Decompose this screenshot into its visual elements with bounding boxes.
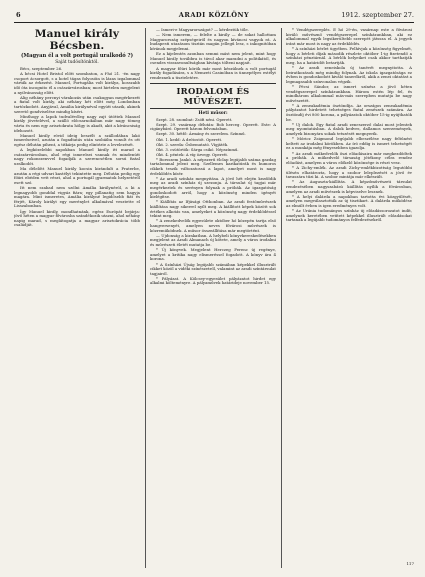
newspaper-title: ARADI KÖZLÖNY xyxy=(178,11,250,19)
paragraph: Okt. 1. kedd: A drótostót. Operett. xyxy=(156,136,223,142)
article-title: Manuel király Bécsben. xyxy=(34,28,120,52)
section-body xyxy=(150,158,276,286)
paragraph: Szept. 29. vasárnap délután: Bob herceg. Operett. Este: A cigánybáró. Operett három felvonásban. xyxy=(150,121,276,132)
page-number: 6 xyxy=(16,11,21,19)
column-2-body xyxy=(150,28,276,80)
paragraph: Okt. 3. csütörtök: Sárga csikó. Népszínmű. xyxy=(156,146,239,152)
paragraph: * Pályázat. A Kölcsey-egyesület pályázatot hirdet egy alkalmi költeményre. A pályaművek határideje november 15. xyxy=(150,275,276,286)
paragraph: Ez a kijelentés azonban semmi mást nem jelent, mint hogy Manuel király továbbra is távol akar maradni a politikától, és csendes visszavonultságban kívánja tölteni napjait. xyxy=(150,51,276,66)
paragraph: A magyar főúri körök már most készülnek a volt portugál király fogadására, s a Nemzeti Casinóban is ünnepélyes estélyt rendeznek a tiszteletére. xyxy=(150,65,276,80)
header-rule xyxy=(14,22,414,23)
paragraph: Bécs, szeptember 26. xyxy=(20,66,63,71)
paragraph: Ma délelőtt Manuel király kocsin kirándult a Praterbe, azután a régi udvari kastélyt tekintette meg. Délután pedig egy főúri ebéden vett részt, ahol a portugál gyarmatok helyzetéről esett szó. xyxy=(14,166,140,185)
column-3 xyxy=(286,28,412,568)
section-title: IRODALOM ÉS MŰVÉSZET. xyxy=(176,86,250,107)
paragraph: * Vendégszereplés. E hó 29-én, vasárnap este a fővárosi kiváló művésznő vendégszerepel színházunkban, aki ez alkalommal egyik legsikerültebb szerepét játssza el. A jegyek iránt már most is nagy az érdeklődés. xyxy=(286,28,412,46)
paragraph: * Uj dalok. Egy fiatal aradi zeneszerző dalai most jelentek meg nyomtatásban. A dalok kedves, dallamos szerzemények, amelyek bizonyára sokak tetszését megnyerik. xyxy=(286,121,412,137)
paragraph: * A zeneakadémia ösztöndíja. Az országos zeneakadémia pályázatot hirdetett tehetséges fiatal zenészek számára. Az ösztöndíj évi 800 korona, a pályázatok október 15-ig nyújthatók be. xyxy=(286,102,412,122)
paragraph: Okt. 2. szerda: Ősbemutató. Vígjáték. xyxy=(156,141,229,147)
program-list xyxy=(150,118,276,158)
paragraph: A legközelebbi napokban Manuel király itt marad a császárvárosban, ahol régi ismerősei vannak és mindenütt nagy rokonszenvvel fogadják a szerencsétlen sorsú fiatal uralkodót. xyxy=(14,147,140,166)
paragraph: * A Színházi Újság legújabb számában képekkel illusztrált cikket közöl a vidéki színészetről, valamint az aradi színtársulat tagjairól. xyxy=(150,261,276,276)
article-source: Saját tudósítónktól. xyxy=(55,60,99,65)
paragraph: Minthogy a lapok tudvalévőleg nagy zajt ütöttek Manuel király jövetelével, a szálló előcsarnokában már nagy tömeg várta és nem egy arisztokrata hölgy is akadt, akit a kíváncsiság idehozott. xyxy=(14,113,140,133)
paragraph: Itt nem szabad nem szólni Amália királynéról, a ki a legnagyobb gonddal vigyáz fiára; egy pillanatig sem hagyja magára. Mint ismeretes, Amália királyné legidősebb fiát és férjét, Károly királyt egy merénylet alkalmával vesztette el Lisszabonban. xyxy=(14,185,140,209)
paragraph: — Ujdonság a kirakatban. A helybeli könyvkereskedésekben megjelent az Aradi Almanach új kötete, amely a város irodalmi és művészeti életét mutatja be. xyxy=(150,232,276,247)
paragraph: Alig néhány percnyi várakozás után csakugyan megérkezett a fiatal volt király, aki néhány hét előtt még Londonban tartózkodott. Anyjával, Amália királynéval együtt utazik, akinek szerető gondviselése mindig kíséri. xyxy=(14,94,140,114)
paragraph: * Az aradi műkedvelők őszi előadásaira már megkezdődtek a próbák. A műkedvelő társaság jótékony célra rendez előadást, amelyen a város előkelő közönsége is részt vesz. xyxy=(286,150,412,165)
paragraph: * A színházi bérlet ügyében. Felhívjuk a közönség figyelmét, hogy a bérleti díjak második részlete október 1-ig fizetendő a színházi pénztárnál. A bérlők helyeiket csak akkor tarthatják meg, ha a határidőt betartják. xyxy=(286,45,412,65)
paragraph: * A zenekedvelők egyesülete október hó közepén tartja első hangversenyét, amelyen neves fővárosi művészek is közreműködnek. A műsor összeállítása már megtörtént. xyxy=(150,218,276,233)
paragraph: * Kiállítás az Ifjúsági Otthonban. Az aradi festőművészek kiállítása nagy sikerrel nyílt meg. A kiállított képek között sok értékes alkotás van, amelyeket a közönség nagy érdeklődéssel tekint meg. xyxy=(150,199,276,219)
paragraph: * Borsszem Jankó. A népszerű élclap legújabb száma gazdag tartalommal jelent meg. Szellemes karikatúrák és humoros cikkek teszik változatossá a lapot, amelyet most is nagy érdeklődés kísér. xyxy=(150,156,276,176)
paragraph: — Ismeri-e Magyarországot? — kérdeztük tőle. xyxy=(156,28,249,32)
issue-date: 1912. szeptember 27. xyxy=(341,11,414,19)
newspaper-page xyxy=(14,10,414,570)
paragraph: Így Manuel király, mondhatnánk, egész Európát bejárja: jövő héten a magyar fővárosba szándékozik utazni, ahol néhány napig marad, s meglátogatja a magyar arisztokrácia több családját. xyxy=(14,208,140,228)
paragraph: * Az Auguszta-kiállítás. A képzőművészeti társulat rendezésében nagyszabású kiállítás nyílik a fővárosban, amelyen az aradi művészek is képviselve lesznek. xyxy=(286,179,412,194)
article-subtitle: (Magyan él a volt portugál uralkodó ?) xyxy=(20,53,134,59)
column-2 xyxy=(150,28,276,568)
paragraph: * Az aradi színház megnyitása. A jövő hét elején kezdődik meg az aradi színház új szezonja. A társulat új tagjai már megérkeztek és serényen folynak a próbák. Az igazgatóság gondoskodott arról, hogy a közönség minden igényét kielégítse. xyxy=(150,175,276,200)
column-1 xyxy=(14,28,140,568)
paragraph: A bécsi Hotel Bristol előtt szombaton, a f-hó 21. -én nagy csoport ácsorgott, s a hotel tágas folyosóin is lázas izgalommal várták az érkezést. Manuel, Portugália volt királya, hosszabb idő óta incognito él a császárvárosban; most hirtelen megjelent a nyilvánosság előtt. xyxy=(14,71,140,95)
paragraph: * Az Uránia tudományos színház új előadássorozatot indít, amelynek keretében vetített képekkel illusztrált előadásokat tartanak a legújabb tudományos felfedezésekről. xyxy=(286,208,412,223)
page-code: 117 xyxy=(406,561,414,566)
paragraph: Szept. 28. szombat: Zsófi néni. Operett. xyxy=(156,116,233,122)
article-body xyxy=(14,67,140,228)
paragraph: Manuel király rövid ideig beszélt a szállodában lakó ismerőseivel, azután a fogadtatás után szobáiba vonult és ott egész délután pihent, a titkárja pedig elintézte a levelezését. xyxy=(14,132,140,147)
column-3-body xyxy=(286,28,412,223)
paragraph: Szept. 30. hétfő: Ármány és szerelem. Színmű. xyxy=(156,131,246,137)
paragraph: Okt. 4. péntek: A víg özvegy. Operett. xyxy=(156,151,229,157)
paragraph: — Nem ismerem, — felelte a király — de sokat hallottam Magyarország szépségeiről és nagyon kíváncsi vagyok rá. A budapesti utazásom tisztán magán jellegű lesz, s inkognitóban kívánok megjelenni. xyxy=(150,32,276,51)
column-divider xyxy=(281,28,282,568)
paragraph: * A Zichy-emlék. Az aradi Zichy-emlékbizottság legutóbbi ülésén elhatározta, hogy a szobor leleplezését a jövő év tavaszára tűzi ki. A szobor mintája már elkészült. xyxy=(286,164,412,180)
paragraph: * Pécsi Sándor, az ismert színész a jövő héten vendégszerepel színházunkban. Három estén lép fel, és mindhárom alkalommal más-más szerepben mutatja be nagy művészetét. xyxy=(286,83,412,103)
column-divider xyxy=(145,28,146,568)
program-title: Heti műsor: xyxy=(198,111,228,117)
paragraph: * Az aradi zeneiskola új tanévét megnyitotta. A beiratkozások még mindig folynak. Az iskola igazgatósága ez évben is gondoskodott kiváló tanerőkről, akik a zenei oktatást a legmagasabb színvonalon végzik. xyxy=(286,64,412,84)
paragraph: * Móricz Zsigmond legújabb elbeszélése nagy feltűnést keltett az irodalmi körökben. Az író eddig is ismert tehetségét ez a munkája még fényesebben igazolja. xyxy=(286,136,412,151)
paragraph: * A helyi dalárda a napokban tartotta évi közgyűlését, amelyen megválasztották az új tisztikart. A dalárda működése az elmúlt évben is igen eredményes volt. xyxy=(286,193,412,208)
section-header xyxy=(150,83,276,109)
paragraph: * Új könyvek. Megjelent Herczeg Ferenc új regénye, amelyet a kritika nagy elismeréssel fogadott. A könyv ára 4 korona. xyxy=(150,247,276,262)
